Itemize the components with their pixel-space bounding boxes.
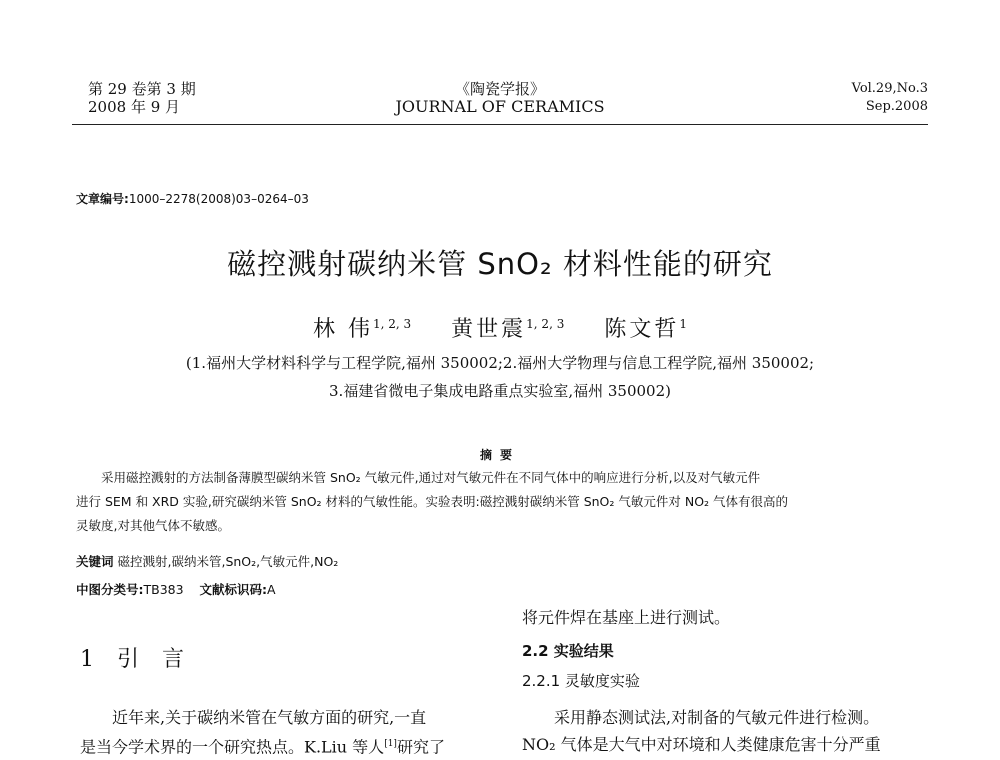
doc-code-value: A bbox=[266, 582, 276, 597]
author-name: 陈文哲 bbox=[604, 317, 680, 342]
keywords-value: 磁控溅射,碳纳米管,SnO₂,气敏元件,NO₂ bbox=[117, 554, 339, 569]
keywords bbox=[76, 552, 338, 570]
citation-ref: [1] bbox=[384, 739, 397, 749]
section-heading: 1 引 言 bbox=[80, 647, 192, 672]
author-affil-mark: 1, 2, 3 bbox=[526, 317, 565, 331]
right-column-text bbox=[522, 604, 932, 631]
header-rule bbox=[72, 124, 928, 125]
doc-code-label: 文献标识码: bbox=[199, 582, 267, 597]
abstract-line: 采用磁控溅射的方法制备薄膜型碳纳米管 SnO₂ 气敏元件,通过对气敏元件在不同气体中的响应进行分析,以及对气敏元件 bbox=[101, 470, 761, 485]
subsubsection-heading: 2.2.1 灵敏度实验 bbox=[522, 672, 640, 690]
author-name: 黄世震 bbox=[451, 317, 527, 342]
author-affil-mark: 1, 2, 3 bbox=[373, 317, 412, 331]
article-title: 磁控溅射碳纳米管 SnO₂ 材料性能的研究 bbox=[227, 247, 773, 281]
affiliation-line: 3.福建省微电子集成电路重点实验室,福州 350002) bbox=[329, 382, 671, 400]
header-volume: 第 29 卷第 3 期 bbox=[88, 80, 196, 98]
author-list bbox=[0, 312, 1000, 343]
header-vol-no: Vol.29,No.3 bbox=[851, 81, 928, 96]
abstract-line: 灵敏度,对其他气体不敏感。 bbox=[76, 518, 230, 533]
subsection-heading: 2.2 实验结果 bbox=[522, 642, 614, 660]
affiliation-line: (1.福州大学材料科学与工程学院,福州 350002;2.福州大学物理与信息工程学院,福州 350002; bbox=[185, 354, 815, 372]
paragraph-line: 是当今学术界的一个研究热点。K.Liu 等人[1]研究了 bbox=[80, 737, 445, 757]
clc-value: TB383 bbox=[143, 582, 184, 597]
article-number bbox=[76, 190, 309, 207]
header-journal bbox=[0, 80, 1000, 116]
abstract-line: 进行 SEM 和 XRD 实验,研究碳纳米管 SnO₂ 材料的气敏性能。实验表明:磁控溅射碳纳米管 SnO₂ 气敏元件对 NO₂ 气体有很高的 bbox=[76, 494, 789, 509]
paragraph-line: 近年来,关于碳纳米管在气敏方面的研究,一直 bbox=[112, 708, 427, 727]
header-month: Sep.2008 bbox=[865, 99, 928, 114]
clc-label: 中图分类号: bbox=[76, 582, 144, 597]
right-column-paragraph bbox=[522, 704, 932, 758]
author-affil-mark: 1 bbox=[679, 317, 687, 331]
paragraph-line: NO₂ 气体是大气中对环境和人类健康危害十分严重 bbox=[522, 735, 881, 754]
journal-name-en: JOURNAL OF CERAMICS bbox=[395, 97, 605, 116]
header-date: 2008 年 9 月 bbox=[88, 98, 181, 116]
author-name: 林 伟 bbox=[313, 317, 373, 342]
paragraph-line: 采用静态测试法,对制备的气敏元件进行检测。 bbox=[554, 708, 880, 727]
keywords-label: 关键词 bbox=[76, 554, 114, 569]
abstract-body bbox=[76, 466, 926, 538]
paragraph-line: 将元件焊在基座上进行测试。 bbox=[522, 608, 731, 627]
left-column-text bbox=[80, 704, 490, 760]
abstract-heading: 摘要 bbox=[479, 448, 520, 462]
journal-name-cn: 《陶瓷学报》 bbox=[454, 80, 545, 98]
article-number-label: 文章编号: bbox=[76, 192, 129, 206]
classification bbox=[76, 580, 276, 598]
article-number-value: 1000–2278(2008)03–0264–03 bbox=[128, 192, 309, 206]
header-volume-en bbox=[852, 80, 928, 116]
